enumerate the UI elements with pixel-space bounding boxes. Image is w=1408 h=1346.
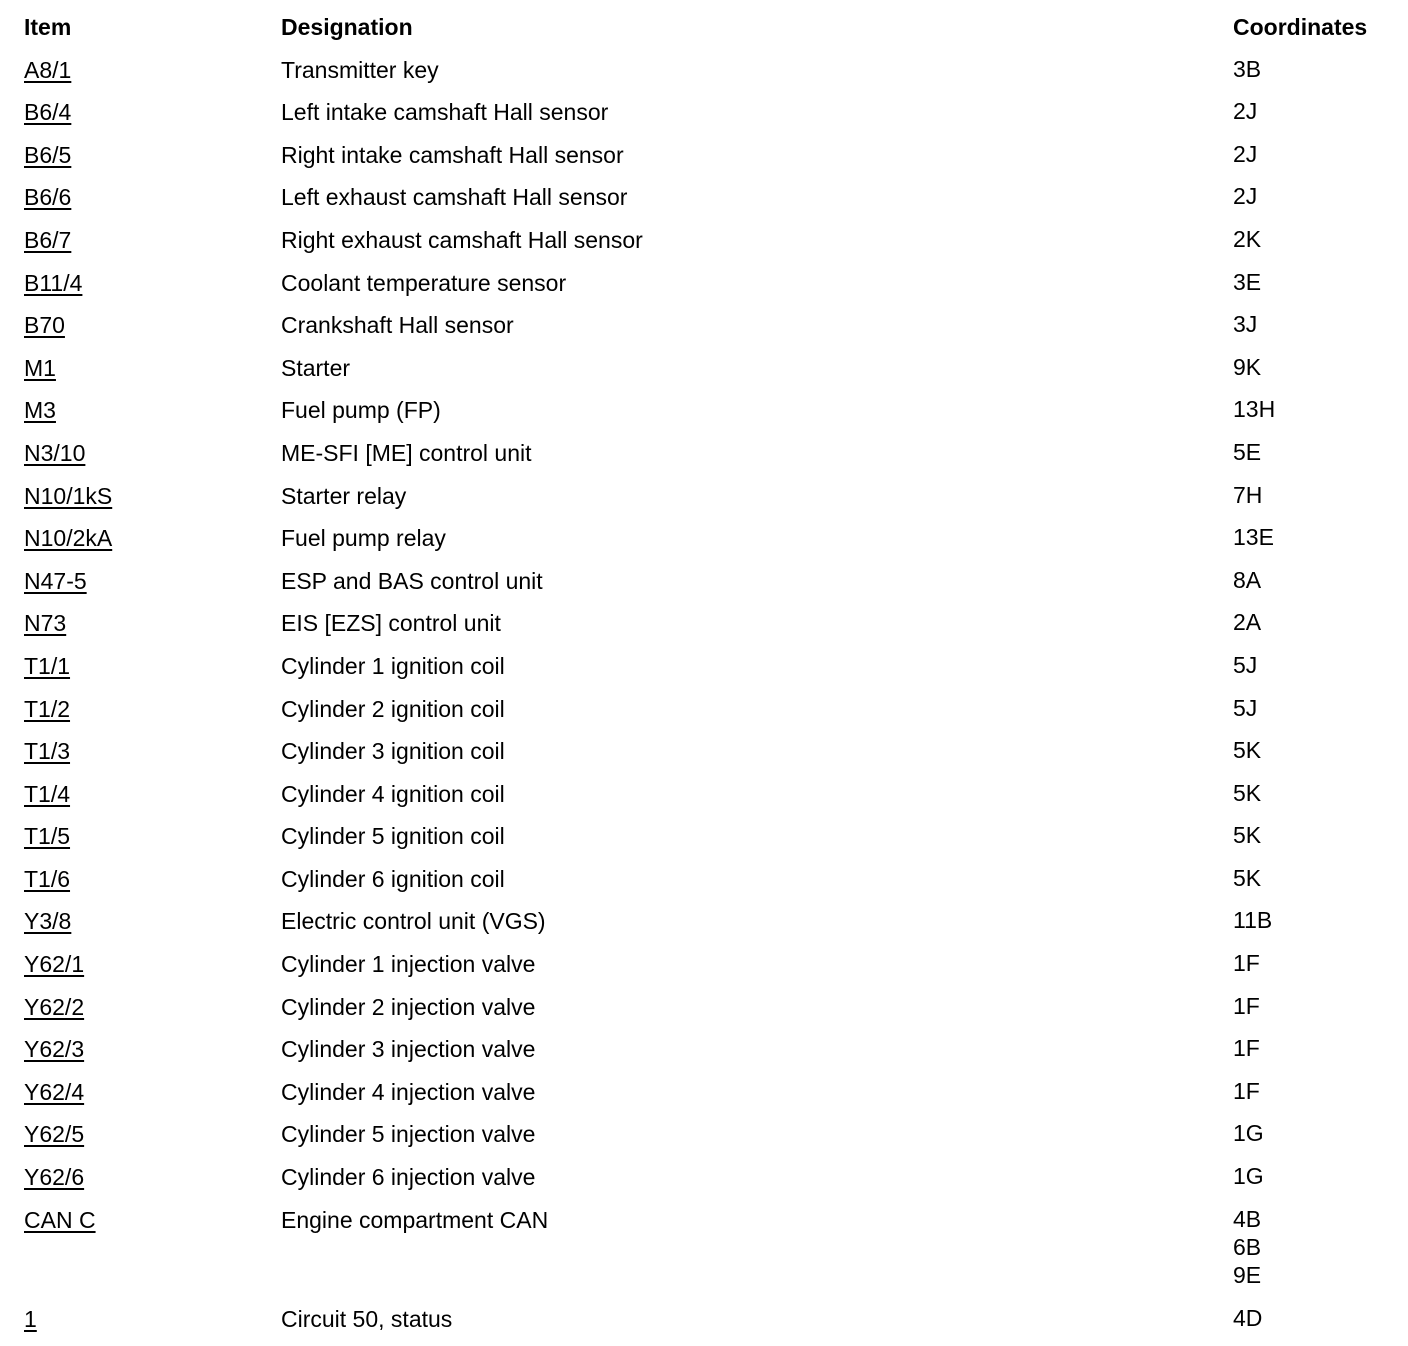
- designation-cell: Cylinder 4 injection valve: [281, 1078, 536, 1105]
- header-coordinates: Coordinates: [1233, 14, 1368, 40]
- coordinate-value: 9E: [1233, 1261, 1262, 1288]
- coordinate-value: 7H: [1233, 481, 1263, 508]
- item-cell: [24, 395, 281, 425]
- item-link[interactable]: T1/3: [24, 738, 71, 765]
- item-cell: [24, 566, 281, 596]
- coordinates-cell: [1233, 353, 1394, 381]
- coordinate-value: 5K: [1233, 737, 1262, 764]
- designation-cell: Cylinder 3 ignition coil: [281, 738, 505, 765]
- coordinates-cell: [1233, 395, 1394, 423]
- coordinate-value: 1F: [1233, 992, 1260, 1019]
- coordinate-value: 13E: [1233, 524, 1274, 551]
- coordinate-value: 1F: [1233, 1035, 1260, 1062]
- designation-cell: Cylinder 5 ignition coil: [281, 823, 505, 850]
- table-row: [24, 97, 1394, 140]
- item-link[interactable]: N3/10: [24, 439, 86, 466]
- item-cell: [24, 268, 281, 298]
- table-row: [24, 1119, 1394, 1162]
- coordinates-cell: [1233, 566, 1394, 594]
- item-link[interactable]: Y62/3: [24, 1036, 85, 1063]
- coordinates-cell: [1233, 736, 1394, 764]
- designation-cell: Engine compartment CAN: [281, 1206, 549, 1233]
- coordinate-value: 4B: [1233, 1205, 1262, 1232]
- designation-cell: ESP and BAS control unit: [281, 567, 543, 594]
- item-link[interactable]: N73: [24, 610, 67, 637]
- coordinates-cell: [1233, 1304, 1394, 1332]
- designation-cell: Cylinder 3 injection valve: [281, 1036, 536, 1063]
- item-cell: [24, 864, 281, 894]
- designation-cell: Cylinder 5 injection valve: [281, 1121, 536, 1148]
- table-row: [24, 906, 1394, 949]
- coordinates-cell: [1233, 97, 1394, 125]
- designation-cell: Transmitter key: [281, 56, 439, 83]
- item-cell: [24, 481, 281, 511]
- table-row: [24, 55, 1394, 98]
- coordinates-cell: [1233, 310, 1394, 338]
- table-row: [24, 225, 1394, 268]
- item-cell: [24, 1304, 281, 1334]
- coordinates-cell: [1233, 1119, 1394, 1147]
- coordinate-value: 3J: [1233, 311, 1258, 338]
- table-row: [24, 608, 1394, 651]
- item-link[interactable]: B6/4: [24, 99, 72, 126]
- designation-cell: Crankshaft Hall sensor: [281, 312, 514, 339]
- item-link[interactable]: Y62/1: [24, 951, 85, 978]
- coordinate-value: 5J: [1233, 694, 1258, 721]
- designation-cell: Right intake camshaft Hall sensor: [281, 141, 624, 168]
- coordinate-value: 2A: [1233, 609, 1262, 636]
- item-cell: [24, 225, 281, 255]
- table-body: [24, 55, 1394, 1346]
- item-link[interactable]: M3: [24, 397, 56, 424]
- coordinates-cell: [1233, 906, 1394, 934]
- coordinates-cell: [1233, 949, 1394, 977]
- coordinate-value: 13H: [1233, 396, 1276, 423]
- table-row: [24, 438, 1394, 481]
- coordinate-value: 2K: [1233, 225, 1262, 252]
- item-link[interactable]: N47-5: [24, 567, 87, 594]
- table-row: [24, 1162, 1394, 1205]
- table-row: [24, 1034, 1394, 1077]
- item-link[interactable]: T1/5: [24, 823, 71, 850]
- table-row: [24, 949, 1394, 992]
- table-row: [24, 736, 1394, 779]
- item-link[interactable]: T1/1: [24, 652, 71, 679]
- item-link[interactable]: Y3/8: [24, 908, 72, 935]
- coordinate-value: 5E: [1233, 438, 1262, 465]
- coordinate-value: 1F: [1233, 1077, 1260, 1104]
- item-link[interactable]: B70: [24, 312, 65, 339]
- item-cell: [24, 906, 281, 936]
- item-cell: [24, 97, 281, 127]
- coordinate-value: 1G: [1233, 1120, 1264, 1147]
- table-row: [24, 353, 1394, 396]
- item-cell: [24, 182, 281, 212]
- table-row: [24, 651, 1394, 694]
- table-row: [24, 182, 1394, 225]
- item-link[interactable]: N10/1kS: [24, 482, 113, 509]
- coordinates-cell: [1233, 225, 1394, 253]
- coordinate-value: 5J: [1233, 651, 1258, 678]
- item-cell: [24, 1205, 281, 1235]
- coordinates-cell: [1233, 608, 1394, 636]
- coordinate-value: 8A: [1233, 566, 1262, 593]
- item-link[interactable]: Y62/2: [24, 993, 85, 1020]
- coordinate-value: 9K: [1233, 353, 1262, 380]
- coordinates-cell: [1233, 992, 1394, 1020]
- item-cell: [24, 1077, 281, 1107]
- designation-cell: Cylinder 6 injection valve: [281, 1164, 536, 1191]
- designation-cell: Left exhaust camshaft Hall sensor: [281, 184, 628, 211]
- coordinates-cell: [1233, 140, 1394, 168]
- designation-cell: Cylinder 1 ignition coil: [281, 652, 505, 679]
- item-cell: [24, 523, 281, 553]
- table-row: [24, 694, 1394, 737]
- coordinate-value: 2J: [1233, 98, 1258, 125]
- designation-cell: Fuel pump relay: [281, 525, 446, 552]
- table-row: [24, 268, 1394, 311]
- item-cell: [24, 779, 281, 809]
- item-link[interactable]: T1/4: [24, 780, 71, 807]
- table-row: [24, 523, 1394, 566]
- designation-cell: Cylinder 6 ignition coil: [281, 865, 505, 892]
- header-item: Item: [24, 14, 72, 40]
- coordinates-cell: [1233, 55, 1394, 83]
- table-row: [24, 779, 1394, 822]
- table-row: [24, 140, 1394, 183]
- coordinate-value: 5K: [1233, 822, 1262, 849]
- designation-cell: Right exhaust camshaft Hall sensor: [281, 226, 643, 253]
- item-cell: [24, 310, 281, 340]
- item-cell: [24, 1162, 281, 1192]
- coordinates-cell: [1233, 694, 1394, 722]
- item-link[interactable]: T1/2: [24, 695, 71, 722]
- coordinate-value: 1G: [1233, 1163, 1264, 1190]
- item-cell: [24, 438, 281, 468]
- item-cell: [24, 140, 281, 170]
- coordinates-cell: [1233, 651, 1394, 679]
- item-link[interactable]: B6/5: [24, 141, 72, 168]
- coordinates-cell: [1233, 268, 1394, 296]
- item-link[interactable]: Y62/5: [24, 1121, 85, 1148]
- designation-cell: Cylinder 1 injection valve: [281, 951, 536, 978]
- coordinate-value: 4D: [1233, 1304, 1263, 1331]
- coordinate-value: 11B: [1233, 907, 1273, 934]
- coordinates-cell: [1233, 1205, 1394, 1289]
- item-cell: [24, 353, 281, 383]
- item-link[interactable]: M1: [24, 354, 56, 381]
- table-row: [24, 864, 1394, 907]
- designation-cell: EIS [EZS] control unit: [281, 610, 501, 637]
- item-cell: [24, 1119, 281, 1149]
- item-link[interactable]: Y62/6: [24, 1164, 85, 1191]
- item-link[interactable]: CAN C: [24, 1206, 96, 1233]
- coordinate-value: 3E: [1233, 268, 1262, 295]
- coordinates-cell: [1233, 779, 1394, 807]
- coordinate-value: 2J: [1233, 140, 1258, 167]
- item-link[interactable]: B6/6: [24, 184, 72, 211]
- table-row: [24, 1205, 1394, 1304]
- coordinates-cell: [1233, 1034, 1394, 1062]
- coordinate-value: 5K: [1233, 779, 1262, 806]
- table-header-row: [24, 12, 1394, 55]
- designation-cell: Cylinder 2 ignition coil: [281, 695, 505, 722]
- designation-cell: Starter: [281, 354, 351, 381]
- coordinates-cell: [1233, 182, 1394, 210]
- table-row: [24, 395, 1394, 438]
- designation-cell: Cylinder 2 injection valve: [281, 993, 536, 1020]
- item-cell: [24, 1034, 281, 1064]
- coordinates-cell: [1233, 523, 1394, 551]
- designation-cell: Left intake camshaft Hall sensor: [281, 99, 609, 126]
- item-cell: [24, 949, 281, 979]
- table-row: [24, 481, 1394, 524]
- item-link[interactable]: B11/4: [24, 269, 83, 296]
- item-link[interactable]: 1: [24, 1305, 37, 1332]
- item-link[interactable]: B6/7: [24, 226, 72, 253]
- designation-cell: Starter relay: [281, 482, 407, 509]
- coordinates-cell: [1233, 864, 1394, 892]
- coordinates-cell: [1233, 1162, 1394, 1190]
- table-row: [24, 310, 1394, 353]
- coordinate-value: 1F: [1233, 950, 1260, 977]
- item-cell: [24, 651, 281, 681]
- item-link[interactable]: N10/2kA: [24, 525, 113, 552]
- coordinates-cell: [1233, 1077, 1394, 1105]
- table-row: [24, 821, 1394, 864]
- component-legend-table: [24, 12, 1394, 1346]
- coordinate-value: 2J: [1233, 183, 1258, 210]
- designation-cell: Cylinder 4 ignition coil: [281, 780, 505, 807]
- item-link[interactable]: T1/6: [24, 865, 71, 892]
- designation-cell: Fuel pump (FP): [281, 397, 441, 424]
- coordinates-cell: [1233, 481, 1394, 509]
- item-cell: [24, 821, 281, 851]
- coordinates-cell: [1233, 821, 1394, 849]
- table-row: [24, 566, 1394, 609]
- coordinate-value: 6B: [1233, 1233, 1262, 1260]
- coordinates-cell: [1233, 438, 1394, 466]
- designation-cell: Electric control unit (VGS): [281, 908, 546, 935]
- item-link[interactable]: Y62/4: [24, 1078, 85, 1105]
- item-cell: [24, 608, 281, 638]
- item-link[interactable]: A8/1: [24, 56, 72, 83]
- table-row: [24, 1077, 1394, 1120]
- coordinate-value: 5K: [1233, 864, 1262, 891]
- designation-cell: Circuit 50, status: [281, 1305, 453, 1332]
- designation-cell: ME-SFI [ME] control unit: [281, 439, 532, 466]
- header-designation: Designation: [281, 14, 413, 40]
- designation-cell: Coolant temperature sensor: [281, 269, 567, 296]
- table-row: [24, 992, 1394, 1035]
- item-cell: [24, 992, 281, 1022]
- item-cell: [24, 55, 281, 85]
- table-row: [24, 1304, 1394, 1346]
- item-cell: [24, 736, 281, 766]
- item-cell: [24, 694, 281, 724]
- coordinate-value: 3B: [1233, 55, 1262, 82]
